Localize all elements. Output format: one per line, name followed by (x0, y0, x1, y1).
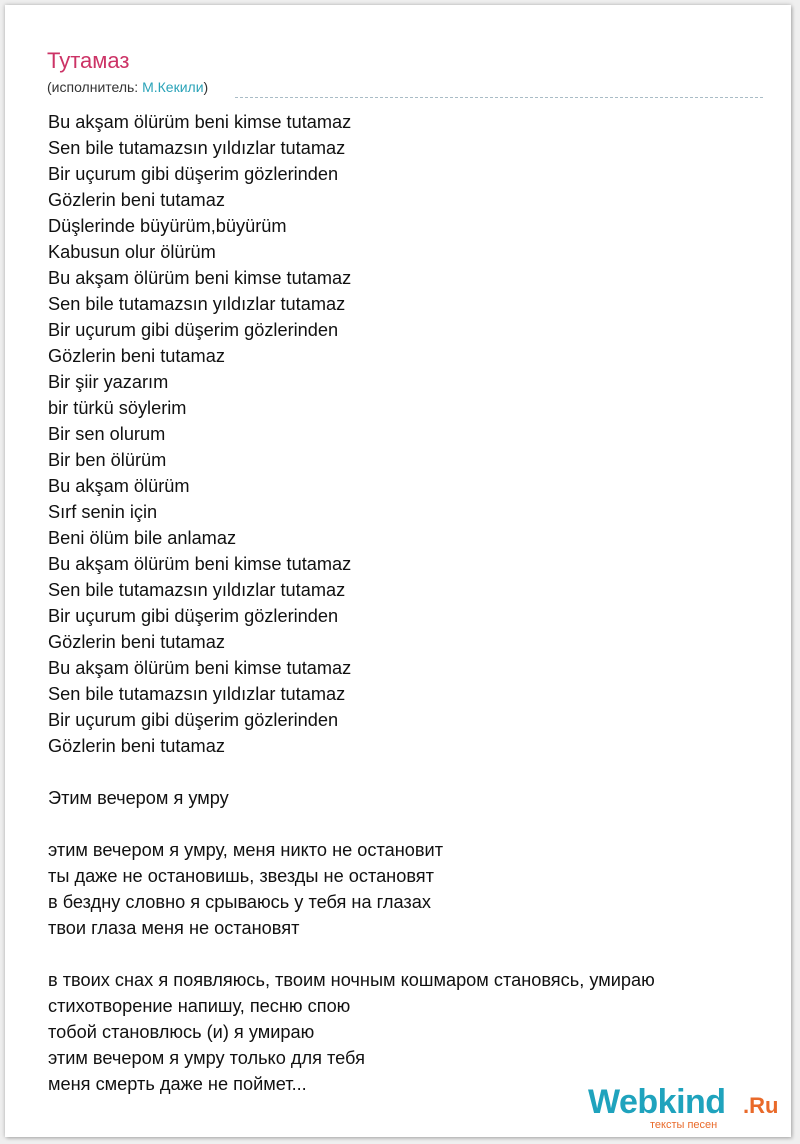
lyric-line: Bir ben ölürüm (48, 450, 167, 470)
lyric-line: Gözlerin beni tutamaz (48, 346, 225, 366)
lyric-line: Bir uçurum gibi düşerim gözlerinden (48, 164, 339, 184)
lyric-line: Bir uçurum gibi düşerim gözlerinden (48, 320, 339, 340)
lyric-line (48, 811, 768, 837)
artist-suffix: ) (203, 79, 209, 95)
lyric-line: Bu akşam ölürüm beni kimse tutamaz (48, 268, 352, 288)
lyric-line: Düşlerinde büyürüm,büyürüm (48, 216, 287, 236)
lyric-line (48, 759, 768, 785)
lyric-line (48, 941, 768, 967)
lyrics-text (48, 109, 768, 1097)
lyric-line: тобой становлюсь (и) я умираю (48, 1022, 315, 1042)
lyric-line: ты даже не остановишь, звезды не остановят (48, 866, 434, 886)
lyric-line: твои глаза меня не остановят (48, 918, 300, 938)
lyric-line: Bu akşam ölürüm beni kimse tutamaz (48, 554, 352, 574)
lyric-line: этим вечером я умру только для тебя (48, 1048, 365, 1068)
lyric-line: в твоих снах я появляюсь, твоим ночным кошмаром становясь, умираю (48, 970, 655, 990)
lyric-line: Sırf senin için (48, 502, 158, 522)
lyric-line: Gözlerin beni tutamaz (48, 736, 225, 756)
header-divider (235, 97, 763, 98)
song-title: Тутамаз (47, 48, 130, 73)
logo-tld: .Ru (743, 1093, 779, 1118)
lyric-line: Gözlerin beni tutamaz (48, 190, 225, 210)
lyric-line: Bir uçurum gibi düşerim gözlerinden (48, 606, 339, 626)
artist-line (47, 78, 208, 96)
lyric-line: в бездну словно я срываюсь у тебя на глазах (48, 892, 431, 912)
lyrics-sheet (5, 5, 791, 1137)
lyric-line: Этим вечером я умру (48, 788, 229, 808)
artist-prefix: (исполнитель: (47, 79, 143, 95)
lyric-line: стихотворение напишу, песню спою (48, 996, 351, 1016)
artist-link[interactable]: М.Кекили (142, 79, 204, 95)
lyric-line: Bu akşam ölürüm beni kimse tutamaz (48, 658, 352, 678)
lyric-line: Gözlerin beni tutamaz (48, 632, 225, 652)
lyric-line: Sen bile tutamazsın yıldızlar tutamaz (48, 580, 346, 600)
logo-tagline: тексты песен (650, 1119, 718, 1131)
lyric-line: Bir şiir yazarım (48, 372, 169, 392)
lyric-line: этим вечером я умру, меня никто не остановит (48, 840, 444, 860)
lyric-line: меня смерть даже не поймет... (48, 1074, 307, 1094)
lyric-line: Sen bile tutamazsın yıldızlar tutamaz (48, 684, 346, 704)
lyric-line: Beni ölüm bile anlamaz (48, 528, 237, 548)
lyric-line: Sen bile tutamazsın yıldızlar tutamaz (48, 138, 346, 158)
lyric-line: Bu akşam ölürüm beni kimse tutamaz (48, 112, 352, 132)
lyric-line: Bu akşam ölürüm (48, 476, 190, 496)
logo-brand: Webkind (588, 1083, 726, 1121)
lyric-line: Sen bile tutamazsın yıldızlar tutamaz (48, 294, 346, 314)
lyric-line: bir türkü söylerim (48, 398, 187, 418)
lyric-line: Bir uçurum gibi düşerim gözlerinden (48, 710, 339, 730)
webkind-logo[interactable] (588, 1083, 788, 1133)
lyric-line: Bir sen olurum (48, 424, 166, 444)
lyric-line: Kabusun olur ölürüm (48, 242, 216, 262)
